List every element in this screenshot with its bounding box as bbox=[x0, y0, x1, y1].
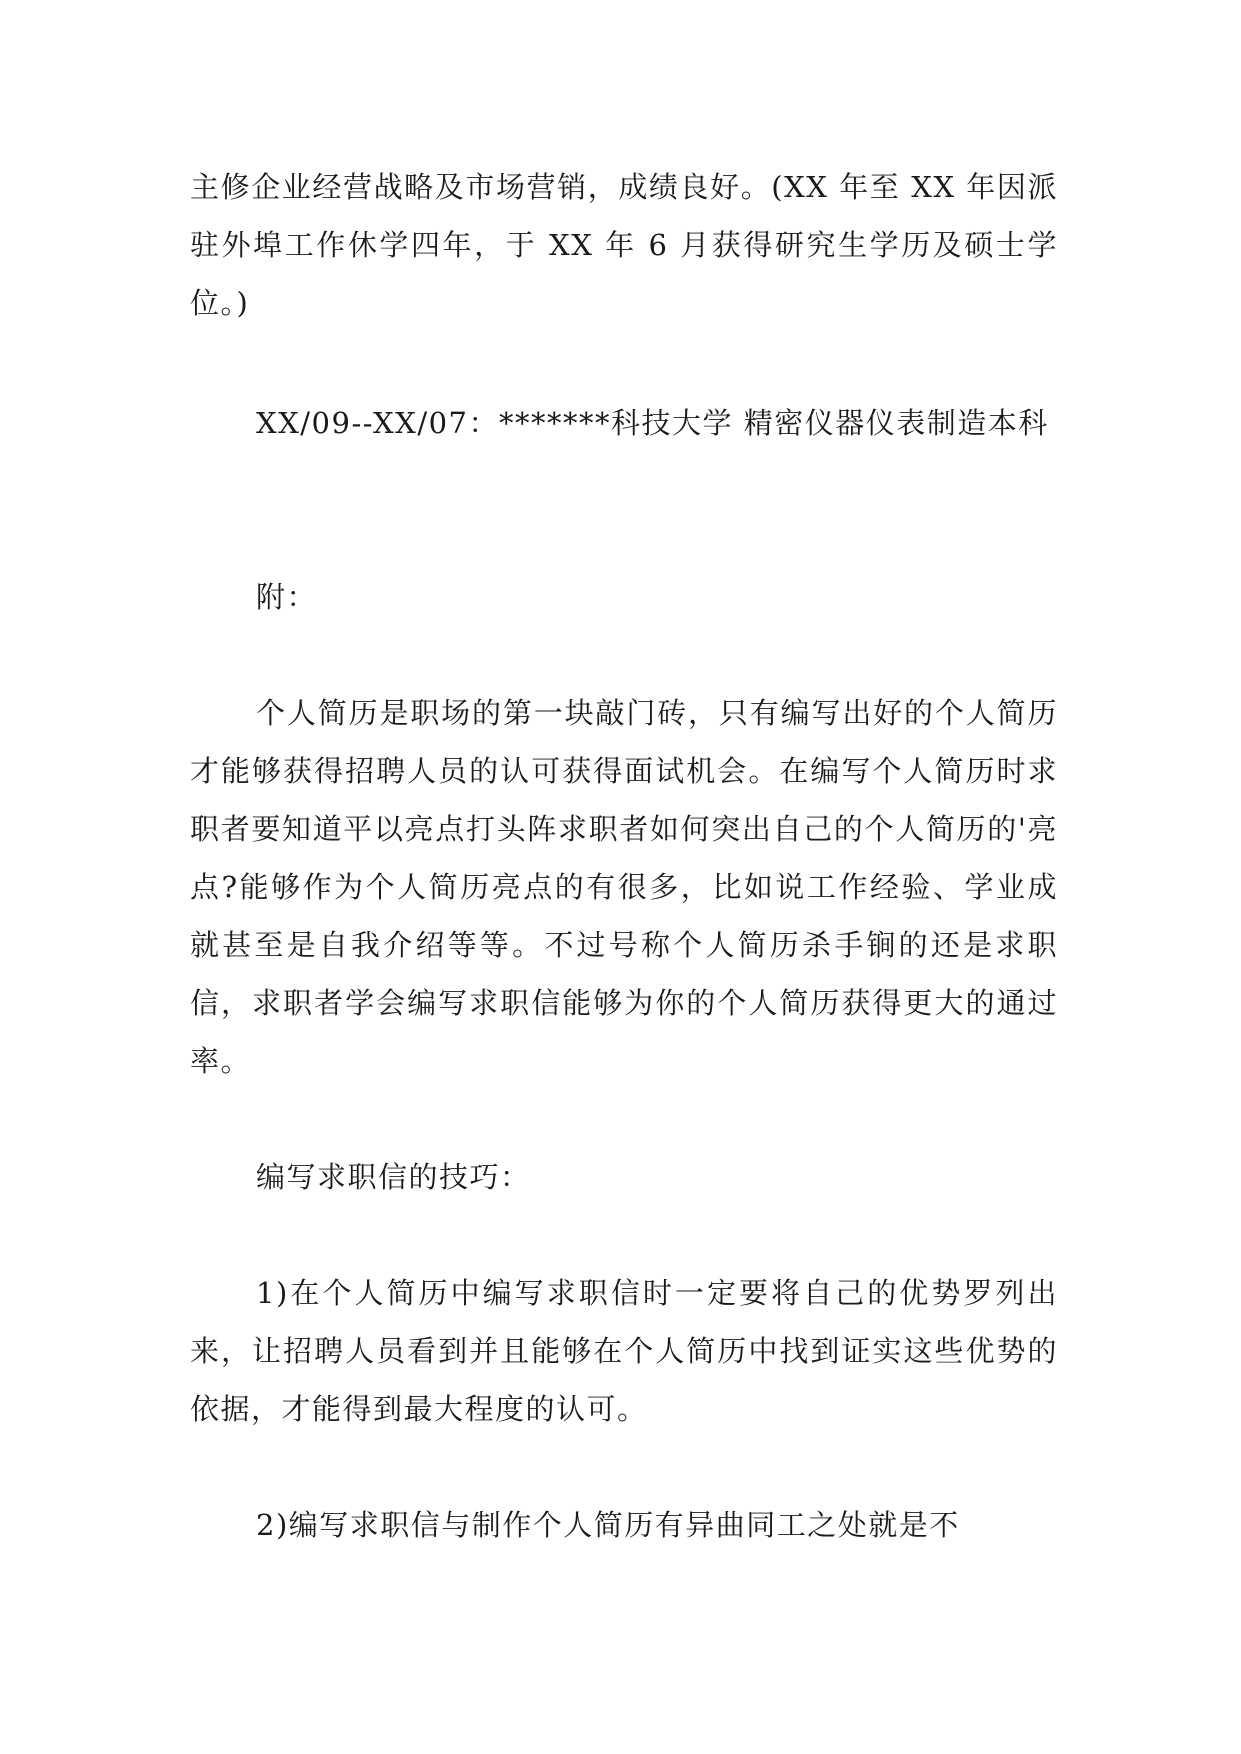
paragraph-tip-1: 1)在个人简历中编写求职信时一定要将自己的优势罗列出来，让招聘人员看到并且能够在个人简历中找到证实这些优势的依据，才能得到最大程度的认可。 bbox=[190, 1276, 1058, 1426]
paragraph-education-undergrad: XX/09--XX/07：*******科技大学 精密仪器仪表制造本科 bbox=[256, 406, 1049, 440]
paragraph-education-major: 主修企业经营战略及市场营销，成绩良好。(XX 年至 XX 年因派驻外埠工作休学四年，于 XX 年 6 月获得研究生学历及硕士学位。) bbox=[190, 170, 1058, 320]
paragraph-tip-2: 2)编写求职信与制作个人简历有异曲同工之处就是不 bbox=[256, 1508, 960, 1542]
paragraph-resume-intro: 个人简历是职场的第一块敲门砖，只有编写出好的个人简历才能够获得招聘人员的认可获得面试机会。在编写个人简历时求职者要知道平以亮点打头阵求职者如何突出自己的个人简历的'亮点?能够作为个人简历亮点的有很多，比如说工作经验、学业成就甚至是自我介绍等等。不过号称个人简历杀手锏的还是求职信，求职者学会编写求职信能够为你的个人简历获得更大的通过率。 bbox=[190, 696, 1058, 1078]
paragraph-tips-heading: 编写求职信的技巧： bbox=[256, 1160, 531, 1194]
paragraph-appendix-heading: 附： bbox=[256, 580, 318, 614]
